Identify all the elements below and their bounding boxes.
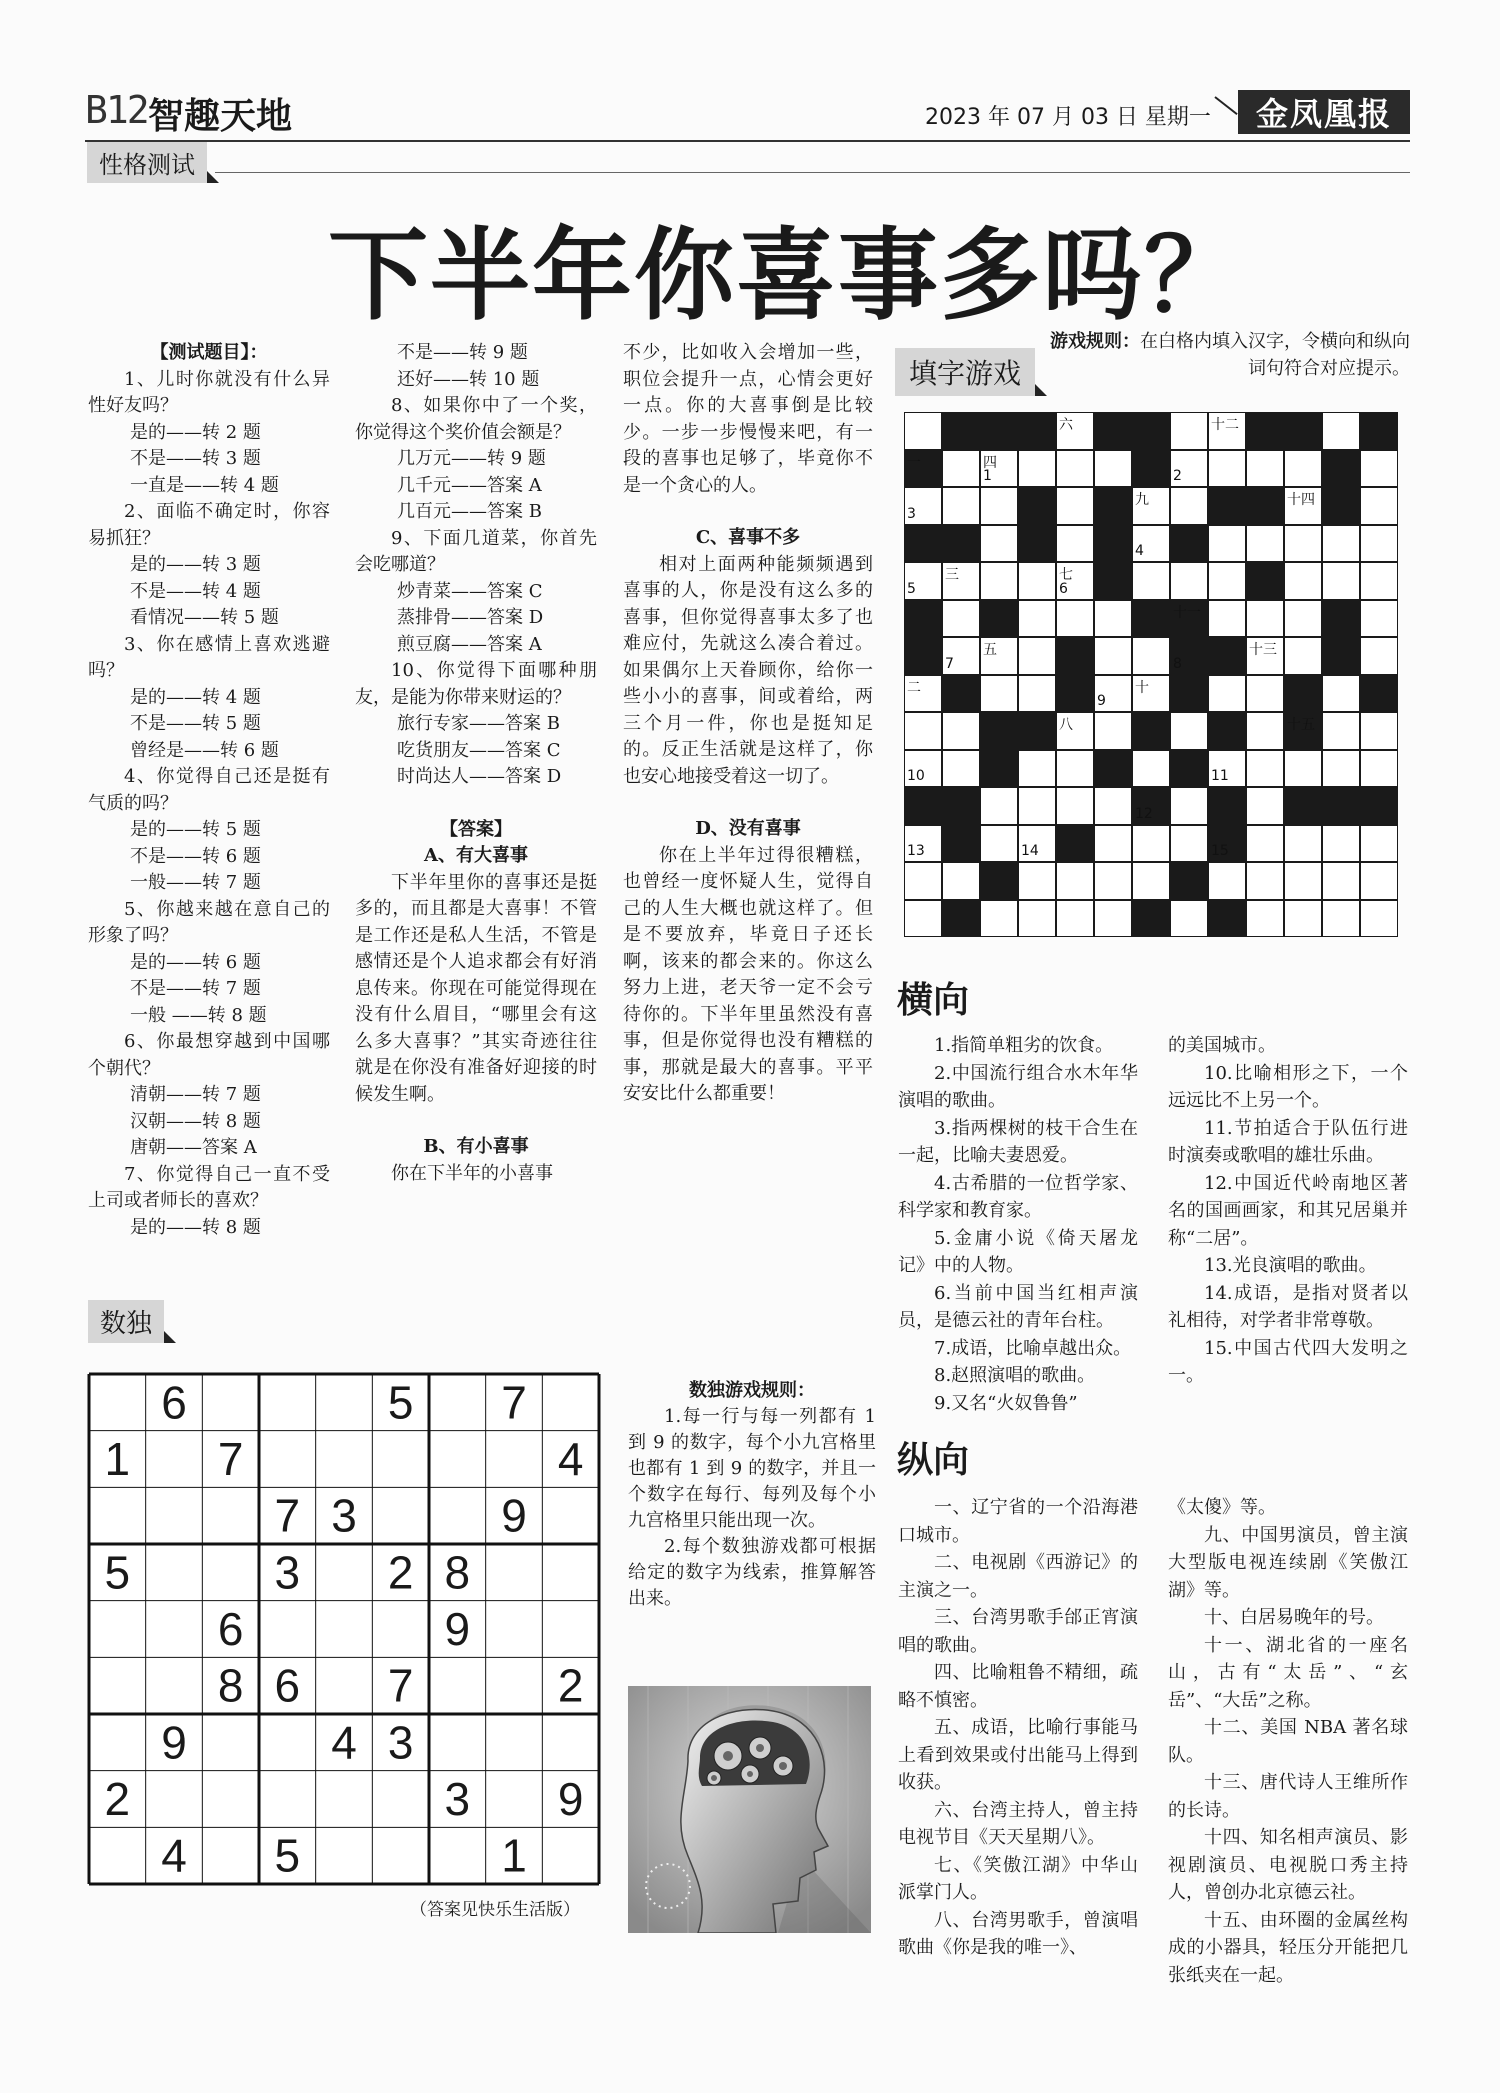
crossword-cell[interactable]: [1095, 826, 1131, 862]
across-clues-col-2: [1168, 1032, 1408, 1390]
crossword-rules: [1045, 328, 1410, 382]
clue-item: 十四、知名相声演员、影视剧演员、电视脱口秀主持人，曾创办北京德云社。: [1168, 1827, 1408, 1903]
quiz-option: 几万元——转 9 题: [397, 448, 546, 469]
sudoku-given-digit: 4: [331, 1716, 357, 1769]
crossword-cell[interactable]: [1361, 526, 1397, 562]
clue-item: 5.金庸小说《倚天屠龙记》中的人物。: [898, 1227, 1138, 1276]
quiz-option: 蒸排骨——答案 D: [397, 607, 544, 628]
crossword-cell[interactable]: [1133, 563, 1169, 599]
quiz-option: 汉朝——转 8 题: [130, 1110, 261, 1132]
sudoku-given-digit: 8: [217, 1659, 244, 1712]
clue-item: 15.中国古代四大发明之一。: [1168, 1337, 1408, 1386]
quiz-option: 是的——转 5 题: [130, 819, 261, 840]
sudoku-given-digit: 1: [104, 1433, 131, 1485]
crossword-clue-number: 十一: [1173, 604, 1201, 621]
crossword-cell[interactable]: [1323, 563, 1359, 599]
clue-item: 1.指简单粗劣的饮食。: [934, 1035, 1114, 1056]
sudoku-given-digit: 7: [217, 1433, 244, 1485]
crossword-cell[interactable]: [1095, 788, 1131, 824]
crossword-cell[interactable]: [1323, 826, 1359, 862]
crossword-cell[interactable]: [1057, 863, 1093, 899]
crossword-clue-number: 2: [1173, 468, 1182, 484]
sudoku-given-digit: 9: [444, 1603, 471, 1655]
crossword-cell[interactable]: [1133, 826, 1169, 862]
down-clues-col-2: [1168, 1494, 1408, 1989]
crossword-cell[interactable]: [1247, 713, 1283, 749]
sudoku-given-digit: 2: [557, 1659, 584, 1712]
crossword-rules-label: 游戏规则：: [1050, 331, 1140, 352]
sudoku-given-digit: 7: [387, 1659, 414, 1712]
crossword-cell[interactable]: [1361, 601, 1397, 637]
crossword-cell[interactable]: [981, 563, 1017, 599]
sudoku-given-digit: 3: [387, 1716, 414, 1769]
crossword-cell[interactable]: [1323, 751, 1359, 787]
quiz-option: 还好——转 10 题: [397, 368, 540, 390]
sudoku-rules: [628, 1378, 876, 1612]
quiz-paragraph: [623, 499, 873, 525]
quiz-option: 一般 ——转 8 题: [130, 1004, 267, 1026]
crossword-cell[interactable]: [1247, 601, 1283, 637]
crossword-clue-number: 十二: [1211, 417, 1239, 433]
crossword-cell[interactable]: [1171, 788, 1207, 824]
crossword-cell[interactable]: [1285, 601, 1321, 637]
clue-item: 8.赵照演唱的歌曲。: [934, 1365, 1096, 1386]
crossword-cell[interactable]: [1247, 526, 1283, 562]
crossword-clue-number: 八: [1059, 717, 1073, 733]
sudoku-given-digit: 6: [217, 1603, 244, 1655]
quiz-heading: A、有大喜事: [424, 845, 528, 866]
crossword-cell[interactable]: [1209, 451, 1245, 487]
quiz-option: 是的——转 6 题: [130, 951, 261, 973]
clue-item: 五、成语，比喻行事能马上看到效果或付出能马上得到收获。: [898, 1717, 1138, 1793]
sudoku-given-digit: 3: [274, 1546, 301, 1599]
crossword-cell[interactable]: [1057, 751, 1093, 787]
quiz-paragraph: 相对上面两种能频频遇到喜事的人，你是没有这么多的喜事，但你觉得喜事太多了也难应付，先就这么凑合着过。如果偶尔上天眷顾你，给你一些小小的喜事，间或着给，两三个月一件，你也是挺知足的。反正生活就是这样了，你也安心地接受着这一切了。: [623, 553, 873, 787]
clue-item: 十一、湖北省的一座名山，古有“太岳”、“玄岳”、“大岳”之称。: [1168, 1634, 1408, 1711]
quiz-heading: 【测试题目】：: [150, 342, 268, 363]
crossword-cell[interactable]: [1171, 413, 1207, 449]
quiz-heading: 【答案】: [440, 818, 512, 840]
crossword-clue-number: 二: [907, 679, 921, 696]
crossword-cell[interactable]: [1285, 451, 1321, 487]
crossword-cell[interactable]: [1019, 563, 1055, 599]
sudoku-given-digit: 8: [444, 1546, 471, 1599]
crossword-cell[interactable]: [1323, 413, 1359, 449]
clue-item: 3.指两棵树的枝干合生在一起，比喻夫妻恩爱。: [898, 1117, 1138, 1166]
sudoku-given-digit: 5: [104, 1546, 131, 1599]
section-tag-label: 性格测试: [87, 142, 207, 183]
quiz-option: 是的——转 3 题: [130, 554, 261, 575]
crossword-cell[interactable]: [1247, 751, 1283, 787]
crossword-cell[interactable]: [1285, 863, 1321, 899]
clue-item: 《太傻》等。: [1168, 1497, 1276, 1518]
crossword-cell[interactable]: [1361, 863, 1397, 899]
quiz-option: 旅行专家——答案 B: [397, 713, 560, 734]
crossword-cell[interactable]: [1361, 826, 1397, 862]
crossword-cell[interactable]: [943, 713, 979, 749]
quiz-paragraph: 下半年里你的喜事还是挺多的，而且都是大喜事！不管是工作还是私人生活，不管是感情还是个人追求都会有好消息传来。你现在可能觉得现在没有什么眉目，“哪里会有这么多大喜事？”其实奇迹往往就是在你没有准备好迎接的时候发生啊。: [355, 871, 597, 1105]
crossword-cell[interactable]: [1019, 676, 1055, 712]
quiz-heading: B、有小喜事: [423, 1136, 529, 1157]
quiz-question: 8、如果你中了一个奖，你觉得这个奖价值会额是？: [355, 395, 597, 443]
crossword-cell[interactable]: [905, 413, 941, 449]
quiz-option: 几百元——答案 B: [397, 501, 542, 522]
crossword-cell[interactable]: [1171, 488, 1207, 524]
crossword-cell[interactable]: [1247, 901, 1283, 937]
crossword-cell[interactable]: [1323, 713, 1359, 749]
clue-item: 十二、美国 NBA 著名球队。: [1168, 1717, 1408, 1766]
crossword-clue-number: 4: [1135, 543, 1144, 559]
crossword-cell[interactable]: [943, 488, 979, 524]
crossword-cell[interactable]: [1057, 788, 1093, 824]
crossword-cell[interactable]: [1095, 638, 1131, 674]
quiz-option: 炒青菜——答案 C: [397, 580, 543, 602]
down-heading: 纵向: [897, 1440, 970, 1481]
sudoku-given-digit: 9: [161, 1716, 187, 1769]
quiz-option: 不是——转 9 题: [397, 342, 528, 363]
issue-date: 2023 年 07 月 03 日 星期一: [925, 105, 1211, 130]
sudoku-background: [89, 1374, 599, 1884]
down-clues-col-1: [898, 1494, 1138, 1962]
newspaper-logo: 金凤凰报: [1238, 90, 1410, 134]
quiz-option: 是的——转 4 题: [130, 686, 261, 708]
crossword-cell[interactable]: [1247, 676, 1283, 712]
crossword-cell[interactable]: [1057, 488, 1093, 524]
quiz-question: 9、下面几道菜，你首先会吃哪道？: [355, 527, 597, 575]
crossword-cell[interactable]: [943, 751, 979, 787]
crossword-cell[interactable]: [1171, 713, 1207, 749]
crossword-cell[interactable]: [1247, 451, 1283, 487]
quiz-option: 不是——转 6 题: [130, 845, 261, 867]
crossword-cell[interactable]: [1019, 863, 1055, 899]
section-tag-personality: [87, 142, 219, 183]
crossword-cell[interactable]: [1057, 451, 1093, 487]
quiz-option: 看情况——转 5 题: [130, 607, 279, 628]
crossword-cell[interactable]: [1095, 901, 1131, 937]
crossword-cell[interactable]: [1133, 638, 1169, 674]
crossword-cell[interactable]: [1361, 713, 1397, 749]
clue-item: 11.节拍适合于队伍行进时演奏或歌唱的雄壮乐曲。: [1168, 1117, 1408, 1166]
quiz-question: 5、你越来越在意自己的形象了吗？: [88, 898, 330, 946]
crossword-clue-number: 15: [1211, 843, 1229, 859]
crossword-clue-number: 一: [907, 454, 921, 471]
crossword-cell[interactable]: [1095, 713, 1131, 749]
section-tag-label: 填字游戏: [895, 348, 1035, 396]
tag-corner-decoration: [164, 1331, 176, 1343]
crossword-clue-number: 1: [983, 468, 992, 484]
quiz-question: 4、你觉得自己还是挺有气质的吗？: [88, 766, 330, 814]
clue-item: 10.比喻相形之下，一个远远比不上另一个。: [1168, 1062, 1408, 1111]
crossword-cell[interactable]: [943, 451, 979, 487]
crossword-clue-number: 8: [1173, 655, 1182, 672]
crossword-clue-number: 七: [1059, 567, 1073, 583]
crossword-clue-number: 7: [945, 655, 954, 672]
crossword-cell[interactable]: [981, 901, 1017, 937]
across-heading: 横向: [897, 980, 970, 1021]
crossword-clue-number: 5: [907, 580, 916, 597]
crossword-cell[interactable]: [905, 901, 941, 937]
clue-item: 14.成语，是指对贤者以礼相待，对学者非常尊敬。: [1168, 1282, 1408, 1331]
quiz-option: 是的——转 2 题: [130, 421, 261, 443]
quiz-option: 唐朝——答案 A: [130, 1137, 257, 1158]
quiz-paragraph: [623, 790, 873, 816]
article-title: 下半年你喜事多吗？: [328, 216, 1246, 334]
quiz-column-2: [355, 340, 597, 1187]
quiz-option: 不是——转 3 题: [130, 448, 261, 469]
crossword-grid: [904, 412, 1398, 937]
crossword-cell[interactable]: [1171, 826, 1207, 862]
crossword-cell[interactable]: [1285, 638, 1321, 674]
sudoku-given-digit: 6: [161, 1376, 187, 1429]
sudoku-given-digit: 2: [387, 1546, 414, 1599]
sudoku-given-digit: 9: [557, 1773, 584, 1825]
quiz-option: 一直是——转 4 题: [130, 474, 279, 496]
clue-item: 9.又名“火奴鲁鲁”: [934, 1392, 1078, 1414]
sudoku-given-digit: 4: [161, 1829, 187, 1882]
crossword-cell[interactable]: [1285, 526, 1321, 562]
sudoku-given-digit: 1: [501, 1829, 527, 1882]
sudoku-given-digit: 9: [501, 1489, 527, 1542]
crossword-clue-number: 11: [1211, 768, 1229, 784]
crossword-cell[interactable]: [1323, 901, 1359, 937]
clue-item: 7.成语，比喻卓越出众。: [934, 1337, 1132, 1359]
section-rule: [215, 172, 1410, 173]
crossword-cell[interactable]: [1209, 676, 1245, 712]
sudoku-given-digit: 7: [501, 1376, 527, 1429]
quiz-heading: C、喜事不多: [695, 527, 801, 548]
crossword-cell[interactable]: [1247, 863, 1283, 899]
clue-item: 的美国城市。: [1168, 1035, 1276, 1056]
crossword-cell[interactable]: [1171, 563, 1207, 599]
quiz-option: 清朝——转 7 题: [130, 1084, 261, 1105]
crossword-clue-number: 四: [983, 454, 997, 471]
crossword-cell[interactable]: [1019, 638, 1055, 674]
crossword-cell[interactable]: [1209, 863, 1245, 899]
quiz-paragraph: [355, 791, 597, 817]
crossword-cell[interactable]: [1209, 601, 1245, 637]
quiz-heading: D、没有喜事: [695, 818, 801, 839]
sudoku-answer-note: （答案见快乐生活版）: [410, 1900, 580, 1920]
clue-item: 一、辽宁省的一个沿海港口城市。: [898, 1497, 1138, 1546]
sudoku-given-digit: 5: [274, 1829, 301, 1882]
crossword-cell[interactable]: [1285, 901, 1321, 937]
sudoku-given-digit: 7: [274, 1489, 301, 1542]
clue-item: 二、电视剧《西游记》的主演之一。: [898, 1552, 1138, 1601]
quiz-option: 煎豆腐——答案 A: [397, 633, 542, 655]
tag-corner-decoration: [207, 171, 219, 183]
crossword-clue-number: 10: [907, 768, 925, 784]
crossword-cell[interactable]: [981, 788, 1017, 824]
crossword-cell[interactable]: [981, 488, 1017, 524]
crossword-cell[interactable]: [1019, 751, 1055, 787]
clue-item: 三、台湾男歌手邰正宵演唱的歌曲。: [898, 1607, 1138, 1656]
crossword-clue-number: 十四: [1287, 492, 1315, 508]
crossword-clue-number: 14: [1021, 843, 1039, 859]
crossword-clue-number: 9: [1097, 693, 1106, 709]
crossword-cell[interactable]: [1285, 826, 1321, 862]
crossword-cell[interactable]: [1133, 751, 1169, 787]
sudoku-rule-1: 1.每一行与每一列都有 1 到 9 的数字，每个小九宫格里也都有 1 到 9 的数字，并且一个数字在每行、每列及每个小九宫格里只能出现一次。: [628, 1406, 876, 1531]
sudoku-given-digit: 6: [274, 1659, 301, 1712]
section-name: 智趣天地: [148, 96, 293, 137]
across-clues-col-1: [898, 1032, 1138, 1417]
quiz-question: 3、你在感情上喜欢逃避吗？: [88, 633, 330, 681]
header-slash-decoration: [1214, 96, 1237, 115]
crossword-cell[interactable]: [981, 826, 1017, 862]
clue-item: 七、《笑傲江湖》中华山派掌门人。: [898, 1854, 1138, 1903]
crossword-cell[interactable]: [1095, 451, 1131, 487]
header-rule: [85, 140, 1410, 142]
crossword-cell[interactable]: [1133, 863, 1169, 899]
crossword-clue-number: 12: [1135, 805, 1153, 822]
clue-item: 八、台湾男歌手，曾演唱歌曲《你是我的唯一》、: [898, 1909, 1138, 1958]
page-number: B12: [85, 88, 148, 132]
quiz-option: 几千元——答案 A: [397, 474, 542, 496]
sudoku-given-digit: 4: [557, 1433, 584, 1485]
crossword-clue-number: 13: [907, 843, 925, 859]
quiz-option: 不是——转 4 题: [130, 580, 261, 602]
crossword-cell[interactable]: [1209, 563, 1245, 599]
crossword-cell[interactable]: [1361, 563, 1397, 599]
crossword-cell[interactable]: [1361, 451, 1397, 487]
crossword-cell[interactable]: [981, 526, 1017, 562]
quiz-option: 吃货朋友——答案 C: [397, 739, 561, 761]
clue-item: 十五、由环圈的金属丝构成的小器具，轻压分开能把几张纸夹在一起。: [1168, 1909, 1408, 1986]
crossword-cell[interactable]: [1361, 488, 1397, 524]
crossword-cell[interactable]: [943, 863, 979, 899]
crossword-cell[interactable]: [1019, 601, 1055, 637]
sudoku-rules-title: 数独游戏规则：: [689, 1380, 815, 1401]
quiz-option: 是的——转 8 题: [130, 1216, 261, 1238]
clue-item: 十三、唐代诗人王维所作的长诗。: [1168, 1772, 1408, 1821]
sudoku-grid: [87, 1372, 601, 1886]
crossword-cell[interactable]: [1285, 563, 1321, 599]
crossword-cell[interactable]: [1057, 526, 1093, 562]
crossword-clue-number: 十三: [1249, 642, 1277, 658]
tag-corner-decoration: [1035, 384, 1047, 396]
crossword-cell[interactable]: [1323, 676, 1359, 712]
crossword-cell[interactable]: [1209, 526, 1245, 562]
clue-item: 12.中国近代岭南地区著名的国画画家，和其兄居巢并称“二居”。: [1168, 1172, 1408, 1249]
clue-item: 四、比喻粗鲁不精细，疏略不慎密。: [898, 1662, 1138, 1711]
crossword-clue-number: 3: [907, 505, 916, 522]
crossword-clue-number: 九: [1135, 492, 1149, 508]
crossword-clue-number: 十: [1135, 679, 1149, 696]
crossword-cell[interactable]: [1323, 526, 1359, 562]
quiz-column-1: [88, 340, 330, 1241]
crossword-clue-number: 十五: [1287, 717, 1315, 733]
section-tag-label: 数独: [88, 1300, 164, 1343]
clue-item: 九、中国男演员，曾主演大型版电视连续剧《笑傲江湖》等。: [1168, 1524, 1408, 1601]
crossword-cell[interactable]: [1095, 601, 1131, 637]
crossword-cell[interactable]: [981, 676, 1017, 712]
crossword-clue-number: 五: [983, 642, 997, 658]
crossword-cell[interactable]: [1247, 788, 1283, 824]
crossword-clue-number: 六: [1059, 417, 1073, 433]
crossword-cell[interactable]: [1057, 601, 1093, 637]
sudoku-given-digit: 3: [331, 1489, 357, 1542]
quiz-option: 曾经是——转 6 题: [130, 739, 279, 761]
crossword-cell[interactable]: [943, 601, 979, 637]
crossword-cell[interactable]: [1361, 751, 1397, 787]
quiz-option: 不是——转 7 题: [130, 978, 261, 999]
crossword-cell[interactable]: [1019, 451, 1055, 487]
quiz-question: 1、儿时你就没有什么异性好友吗？: [88, 368, 330, 416]
quiz-question: 7、你觉得自己一直不受上司或者师长的喜欢？: [88, 1163, 330, 1211]
quiz-option: 不是——转 5 题: [130, 713, 261, 734]
quiz-question: 10、你觉得下面哪种朋友，是能为你带来财运的？: [355, 660, 597, 708]
crossword-cell[interactable]: [1285, 751, 1321, 787]
crossword-rules-text: 在白格内填入汉字，令横向和纵向词句符合对应提示。: [1140, 331, 1410, 379]
crossword-cell[interactable]: [905, 863, 941, 899]
crossword-cell[interactable]: [905, 713, 941, 749]
sudoku-given-digit: 2: [104, 1773, 131, 1825]
crossword-cell[interactable]: [1095, 863, 1131, 899]
section-tag-sudoku: [88, 1300, 176, 1343]
crossword-cell[interactable]: [1057, 901, 1093, 937]
quiz-option: 一般——转 7 题: [130, 872, 261, 893]
crossword-cell[interactable]: [1323, 863, 1359, 899]
quiz-column-3: [623, 340, 873, 1108]
clue-item: 13.光良演唱的歌曲。: [1204, 1255, 1377, 1276]
clue-item: 4.古希腊的一位哲学家、科学家和教育家。: [898, 1172, 1138, 1221]
sudoku-given-digit: 5: [387, 1376, 414, 1429]
section-tag-crossword: [895, 348, 1047, 396]
quiz-paragraph: 你在下半年的小喜事: [391, 1162, 553, 1184]
brain-gears-illustration: [628, 1686, 871, 1933]
quiz-question: 6、你最想穿越到中国哪个朝代？: [88, 1031, 330, 1079]
crossword-clue-number: 三: [945, 567, 959, 583]
crossword-cell[interactable]: [1361, 901, 1397, 937]
clue-item: 6.当前中国当红相声演员，是德云社的青年台柱。: [898, 1282, 1138, 1331]
clue-item: 六、台湾主持人，曾主持电视节目《天天星期八》。: [898, 1799, 1138, 1848]
clue-item: 十、白居易晚年的号。: [1204, 1607, 1384, 1628]
quiz-paragraph: 你在上半年过得很糟糕，也曾经一度怀疑人生，觉得自己的人生大概也就这样了。但是不要放弃，毕竟日子还长啊，该来的都会来的。你这么努力上进，老天爷一定不会亏待你的。下半年里虽然没有喜事，但是你觉得也没有糟糕的事，那就是最大的喜事。平平安安比什么都重要！: [623, 844, 873, 1104]
quiz-question: 2、面临不确定时，你容易抓狂？: [88, 501, 330, 549]
quiz-paragraph: 不少，比如收入会增加一些，职位会提升一点，心情会更好一点。你的大喜事倒是比较少。一步一步慢慢来吧，有一段的喜事也足够了，毕竟你不是一个贪心的人。: [623, 342, 873, 496]
quiz-paragraph: [355, 1108, 597, 1134]
crossword-clue-number: 6: [1059, 580, 1068, 597]
crossword-cell[interactable]: [1361, 638, 1397, 674]
crossword-cell[interactable]: [1019, 901, 1055, 937]
clue-item: 2.中国流行组合水木年华演唱的歌曲。: [898, 1062, 1138, 1111]
crossword-cell[interactable]: [1247, 826, 1283, 862]
quiz-option: 时尚达人——答案 D: [397, 766, 562, 787]
crossword-cell[interactable]: [1171, 901, 1207, 937]
crossword-cell[interactable]: [1019, 788, 1055, 824]
sudoku-rule-2: 2.每个数独游戏都可根据给定的数字为线索，推算解答出来。: [628, 1536, 876, 1609]
sudoku-given-digit: 3: [444, 1773, 471, 1825]
